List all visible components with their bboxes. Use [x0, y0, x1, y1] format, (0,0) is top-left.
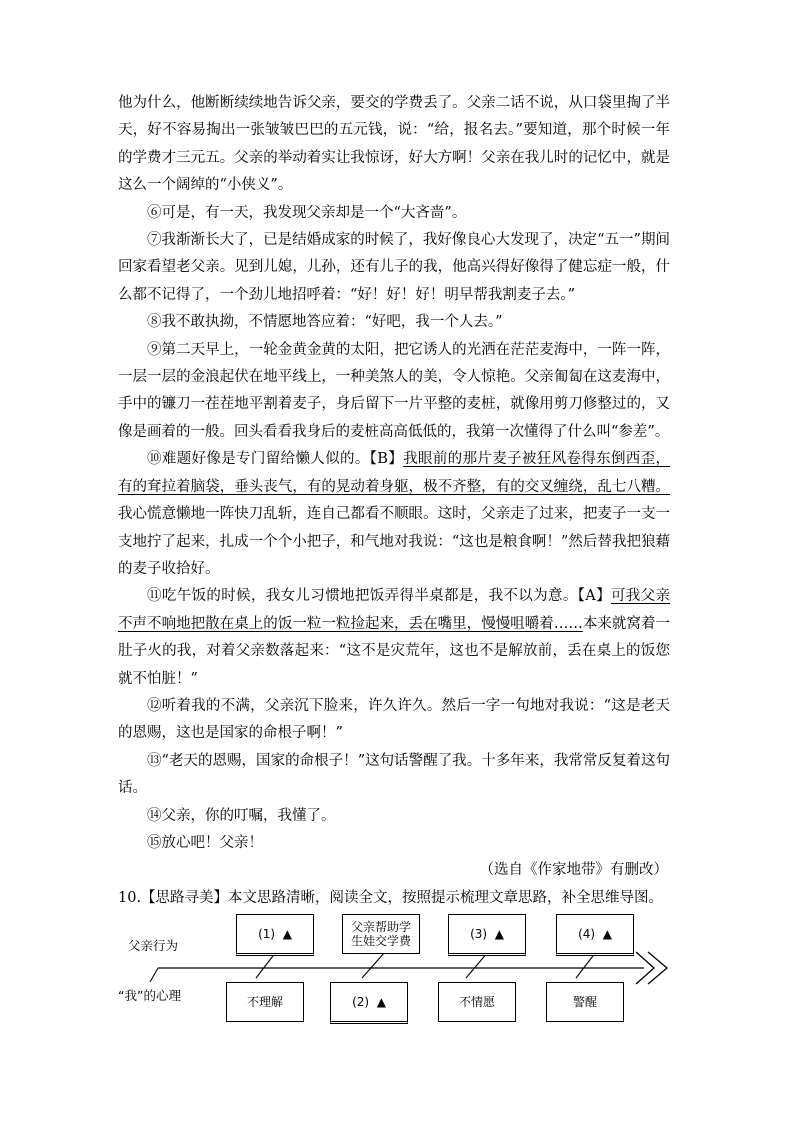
paragraph-7: ⑦我渐渐长大了，已是结婚成家的时候了，我好像良心大发现了，决定“五一”期间回家看望老父亲。见到儿媳，儿孙，还有儿子的我，他高兴得好像得了健忘症一般，什么都不记得了，一个劲儿地招呼着：“好！好！好！明早帮我割麦子去。”: [118, 232, 670, 303]
paragraph-12: ⑫听着我的不满，父亲沉下脸来，许久许久。然后一字一句地对我说：“这是老天的恩赐，这也是国家的命根子啊！”: [118, 697, 670, 742]
box-reluctant: 不情愿: [438, 982, 516, 1022]
box-not-understand: 不理解: [226, 982, 304, 1022]
box-awakened: 警醒: [546, 982, 624, 1022]
paragraph-15: ⑮放心吧！父亲！: [147, 834, 263, 851]
paragraph-6: ⑥可是，有一天，我发现父亲却是一个“大吝啬”。: [147, 204, 467, 221]
paragraph-9: ⑨第二天早上，一轮金黄金黄的太阳，把它诱人的光洒在茫茫麦海中，一阵一阵，一层一层的金浪起伏在地平线上，一种美煞人的美，令人惊艳。父亲匍匐在这麦海中，手中的镰刀一茬茬地平割着麦子，身后留下一片平整的麦桩，就像用剪刀修整过的，又像是画着的一般。回头看看我身后的麦桩高高低低的，我第一次懂得了什么叫“参差”。: [118, 341, 670, 440]
blank-box-4: [556, 914, 634, 956]
paragraph-13: ⑬“老天的恩赐，国家的命根子！”这句话警醒了我。十多年来，我常常反复着这句话。: [118, 752, 670, 797]
my-mind-label: “我”的心理: [118, 988, 181, 1003]
source-citation: （选自《作家地带》有删改）: [479, 862, 668, 879]
blank-3-text: (3) ▲: [470, 927, 504, 941]
blank-2-text: (2) ▲: [352, 995, 386, 1009]
paragraph-10-underlined: 我眼前的那片麦子被狂风卷得东倒西歪，有的耷拉着脑袋，垂头丧气，有的晃动着身躯，极不齐整，有的交叉缠绕，乱七八糟。: [118, 451, 670, 495]
paragraph-continued: 他为什么，他断断续续地告诉父亲，要交的学费丢了。父亲二话不说，从口袋里掏了半天，好不容易掏出一张皱皱巴巴的五元钱，说：“给，报名去。”要知道，那个时候一年的学费才三元五。父亲的举动着实让我惊讶，好大方啊！父亲在我儿时的记忆中，就是这么一个阔绰的“小侠义”。: [118, 95, 670, 194]
paragraph-11-start: ⑪吃午饭的时候，我女儿习惯地把饭弄得半桌都是，我不以为意。【A】: [147, 588, 611, 605]
paragraph-10-end: 我心慌意懒地一阵快刀乱斩，连自己都看不顺眼。这时，父亲走了过来，把麦子一支一支地拧了起来，扎成一个个小把子，和气地对我说：“这也是粮食啊！”然后替我把狼藉的麦子收拾好。: [118, 506, 670, 577]
paragraph-14: ⑭父亲，你的叮嘱，我懂了。: [147, 807, 336, 824]
blank-box-2: [330, 982, 408, 1024]
question-10: 10.【思路寻美】本文思路清晰，阅读全文，按照提示梳理文章思路，补全思维导图。: [118, 889, 664, 906]
paragraph-11-underlined: 可我父亲不声不响地把散在桌上的饭一粒一粒捡起来，丢在嘴里，慢慢咀嚼着……: [118, 588, 671, 632]
paragraph-8: ⑧我不敢执拗，不情愿地答应着：“好吧，我一个人去。”: [147, 314, 503, 331]
paragraph-11: [118, 583, 670, 693]
father-behavior-label: 父亲行为: [128, 938, 179, 953]
paragraph-10-start: ⑩难题好像是专门留给懒人似的。【B】: [147, 451, 404, 468]
blank-4-text: (4) ▲: [578, 927, 612, 941]
blank-box-3: [448, 914, 526, 956]
article-text: [118, 90, 670, 912]
blank-box-1: [236, 914, 314, 956]
box-helps-pay-tuition: 父亲帮助学 生娃交学费: [342, 914, 420, 954]
blank-1-text: (1) ▲: [258, 927, 292, 941]
mind-map-diagram: [118, 908, 678, 1028]
paragraph-10: [118, 446, 670, 583]
paragraph-11-end: 本来就窝着一肚子火的我，对着父亲数落起来：“这不是灾荒年，这也不是解放前，丢在桌上的饭您就不怕脏！”: [118, 615, 671, 687]
